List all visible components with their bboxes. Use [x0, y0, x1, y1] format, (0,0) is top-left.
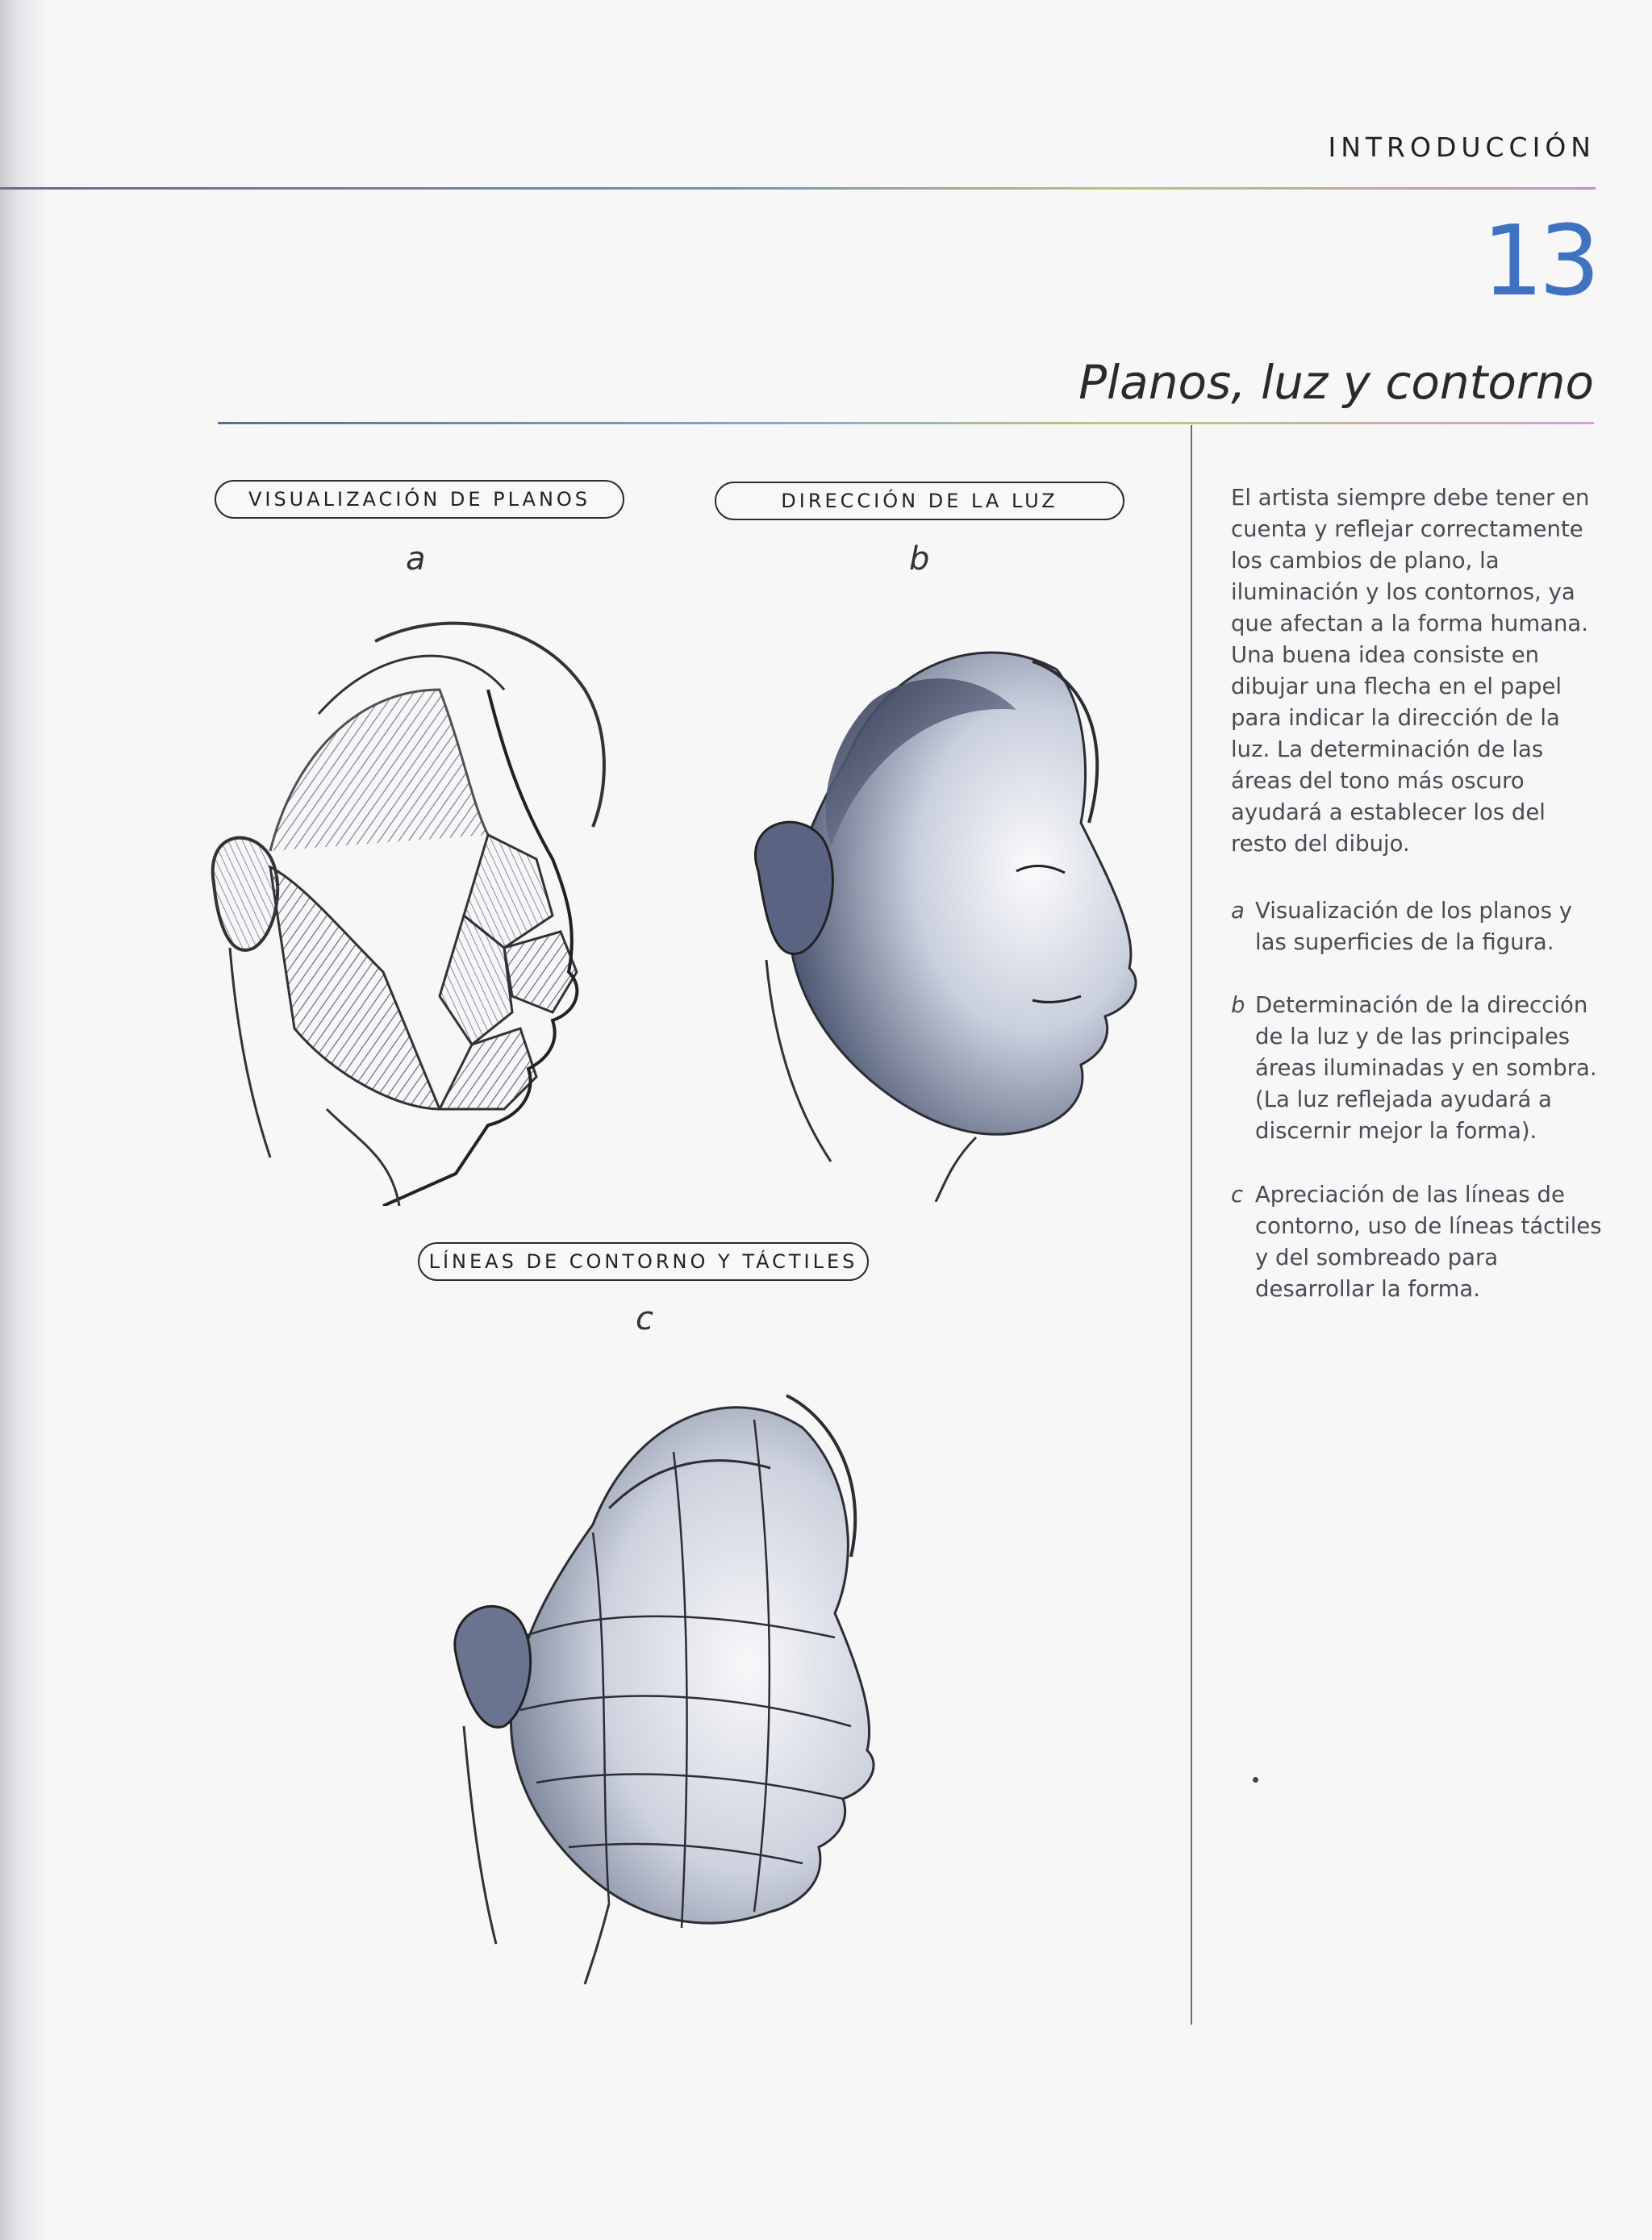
intro-paragraph: El artista siempre debe tener en cuenta y reflejar correctamente los cambios de plano, la iluminación y los contornos, ya que afectan a la forma humana. Una buena idea consiste en dibujar una flecha en el papel para indicar la dirección de la luz. La determinación de las áreas del tono más oscuro ayudará a establecer los del resto del dibujo. [1231, 485, 1590, 857]
caption-c [1231, 1179, 1602, 1305]
head-profile-planes-drawing-icon [198, 593, 637, 1206]
caption-b-letter: b [1231, 992, 1245, 1018]
caption-a [1231, 895, 1602, 958]
caption-c-text: Apreciación de las líneas de contorno, uso de líneas táctiles y del sombreado para desarrollar la forma. [1255, 1182, 1602, 1302]
figure-b-letter: b [909, 540, 930, 578]
caption-b-text: Determinación de la dirección de la luz y de las principales áreas iluminadas y en sombra. (La luz reflejada ayudará a discernir mejor la forma). [1255, 992, 1597, 1144]
figure-a-letter: a [406, 540, 426, 578]
head-profile-contour-drawing-icon [448, 1347, 883, 1984]
caption-a-text: Visualización de los planos y las superficies de la figura. [1255, 898, 1572, 955]
figure-c-letter: c [636, 1300, 653, 1337]
page-title: Planos, luz y contorno [1078, 355, 1594, 410]
caption-a-letter: a [1231, 898, 1245, 924]
ink-speck [1253, 1777, 1258, 1783]
figure-b-label: DIRECCIÓN DE LA LUZ [715, 482, 1124, 520]
figure-a-label: VISUALIZACIÓN DE PLANOS [215, 480, 624, 519]
header-rule [0, 187, 1596, 190]
caption-c-letter: c [1231, 1182, 1244, 1208]
column-divider [1191, 425, 1192, 2025]
section-label: INTRODUCCIÓN [1328, 131, 1596, 163]
figure-c-label: LÍNEAS DE CONTORNO Y TÁCTILES [418, 1242, 869, 1281]
caption-b [1231, 990, 1602, 1147]
page-binding-shadow [0, 0, 48, 2240]
head-profile-light-drawing-icon [710, 581, 1149, 1202]
title-rule [218, 422, 1594, 424]
page-number: 13 [1482, 206, 1596, 318]
